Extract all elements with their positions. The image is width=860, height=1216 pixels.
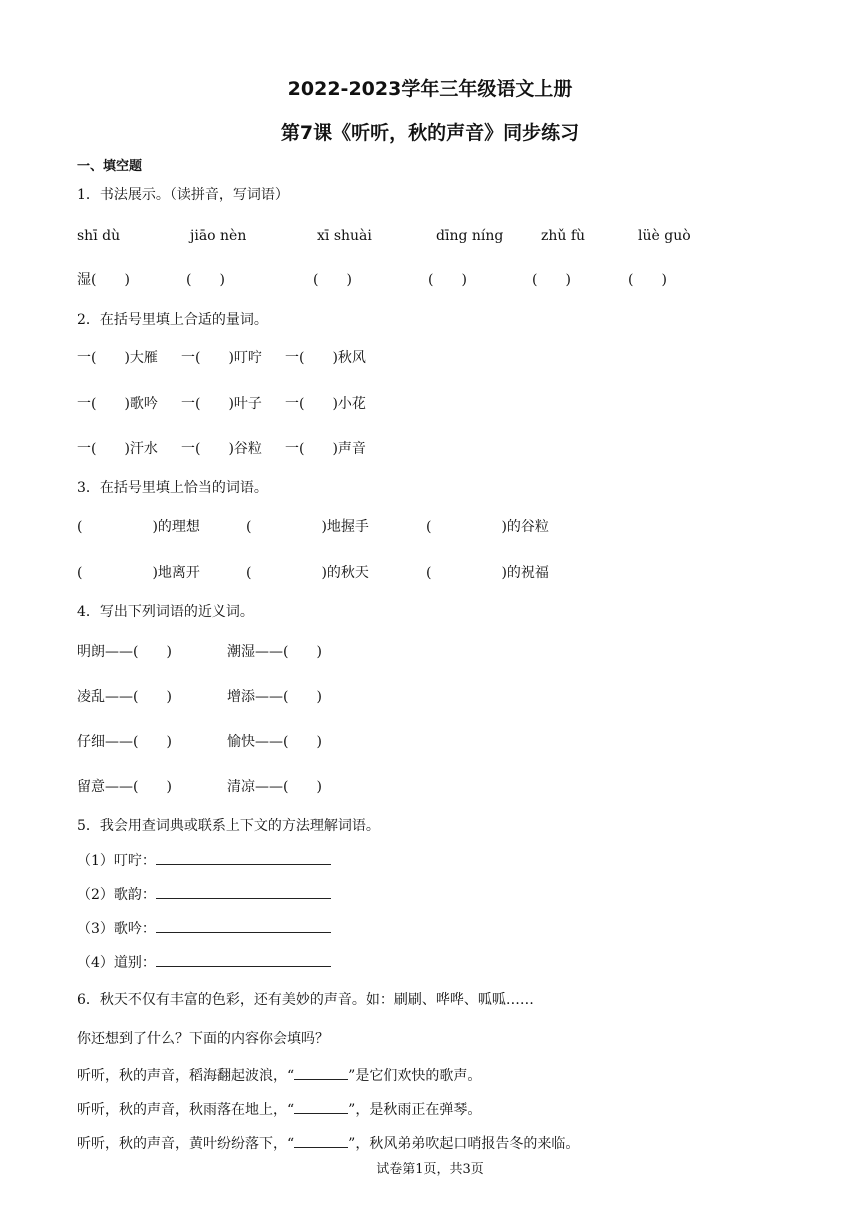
onomatopoeia-blank[interactable]	[294, 1101, 348, 1114]
page-title: 2022-2023学年三年级语文上册	[287, 78, 573, 100]
question-3-prompt: 3．在括号里填上恰当的词语。	[77, 480, 268, 496]
synonym-blank[interactable]: 增添——( )	[227, 689, 322, 705]
definition-label: （3）歌吟：	[77, 921, 156, 937]
onomatopoeia-blank[interactable]	[294, 1135, 348, 1148]
synonym-blank[interactable]: 潮湿——( )	[227, 644, 322, 660]
sentence-end: ”，秋风弟弟吹起口哨报告冬的来临。	[348, 1136, 580, 1152]
definition-item	[77, 954, 331, 970]
word-fill-blank[interactable]: ( )的理想	[77, 519, 200, 535]
word-fill-blank[interactable]: ( )的谷粒	[426, 519, 549, 535]
answer-blank[interactable]: ( )	[313, 272, 352, 288]
question-2-prompt: 2．在括号里填上合适的量词。	[77, 312, 268, 328]
sentence-start: 听听，秋的声音，秋雨落在地上，“	[77, 1102, 295, 1118]
measure-word-blank[interactable]: 一( )小花	[285, 396, 366, 412]
definition-answer-line[interactable]	[156, 852, 331, 865]
sentence-end: ”，是秋雨正在弹琴。	[348, 1102, 482, 1118]
definition-answer-line[interactable]	[156, 886, 331, 899]
page-footer: 试卷第1页，共3页	[376, 1162, 484, 1177]
onomatopoeia-line	[77, 1067, 481, 1083]
question-5-prompt: 5．我会用查词典或联系上下文的方法理解词语。	[77, 818, 380, 834]
onomatopoeia-blank[interactable]	[294, 1067, 348, 1080]
definition-answer-line[interactable]	[156, 954, 331, 967]
definition-label: （4）道别：	[77, 955, 156, 971]
answer-blank[interactable]: ( )	[532, 272, 571, 288]
pinyin-item: jiāo nèn	[190, 228, 247, 244]
synonym-blank[interactable]: 凌乱——( )	[77, 689, 172, 705]
word-fill-blank[interactable]: ( )的祝福	[426, 565, 549, 581]
measure-word-blank[interactable]: 一( )大雁	[77, 350, 158, 366]
synonym-blank[interactable]: 明朗——( )	[77, 644, 172, 660]
synonym-blank[interactable]: 清凉——( )	[227, 779, 322, 795]
definition-item	[77, 852, 331, 868]
answer-blank[interactable]: 湿( )	[77, 272, 130, 288]
measure-word-blank[interactable]: 一( )歌吟	[77, 396, 158, 412]
answer-blank[interactable]: ( )	[628, 272, 667, 288]
word-fill-blank[interactable]: ( )地离开	[77, 565, 200, 581]
pinyin-item: lüè guò	[638, 228, 691, 244]
definition-label: （1）叮咛：	[77, 853, 156, 869]
pinyin-item: shī dù	[77, 228, 121, 244]
pinyin-item: zhǔ fù	[541, 228, 586, 244]
definition-item	[77, 886, 331, 902]
word-fill-blank[interactable]: ( )的秋天	[246, 565, 369, 581]
sentence-start: 听听，秋的声音，稻海翻起波浪，“	[77, 1068, 295, 1084]
section-heading: 一、填空题	[77, 159, 143, 174]
question-6-prompt: 6．秋天不仅有丰富的色彩，还有美妙的声音。如：刷刷、哗哗、呱呱……	[77, 992, 534, 1008]
pinyin-item: dīng níng	[436, 228, 504, 244]
measure-word-blank[interactable]: 一( )声音	[285, 441, 366, 457]
word-fill-blank[interactable]: ( )地握手	[246, 519, 369, 535]
measure-word-blank[interactable]: 一( )叮咛	[181, 350, 262, 366]
definition-answer-line[interactable]	[156, 920, 331, 933]
measure-word-blank[interactable]: 一( )秋风	[285, 350, 366, 366]
definition-item	[77, 920, 331, 936]
page-subtitle: 第7课《听听，秋的声音》同步练习	[280, 122, 580, 144]
answer-blank[interactable]: ( )	[186, 272, 225, 288]
question-1-prompt: 1．书法展示。（读拼音，写词语）	[77, 187, 289, 203]
onomatopoeia-line	[77, 1135, 579, 1151]
measure-word-blank[interactable]: 一( )谷粒	[181, 441, 262, 457]
measure-word-blank[interactable]: 一( )叶子	[181, 396, 262, 412]
question-6-intro: 你还想到了什么？下面的内容你会填吗？	[77, 1031, 329, 1047]
synonym-blank[interactable]: 愉快——( )	[227, 734, 322, 750]
definition-label: （2）歌韵：	[77, 887, 156, 903]
answer-blank[interactable]: ( )	[428, 272, 467, 288]
question-4-prompt: 4．写出下列词语的近义词。	[77, 604, 254, 620]
sentence-start: 听听，秋的声音，黄叶纷纷落下，“	[77, 1136, 295, 1152]
sentence-end: ”是它们欢快的歌声。	[348, 1068, 482, 1084]
synonym-blank[interactable]: 仔细——( )	[77, 734, 172, 750]
onomatopoeia-line	[77, 1101, 481, 1117]
pinyin-item: xī shuài	[317, 228, 372, 244]
measure-word-blank[interactable]: 一( )汗水	[77, 441, 158, 457]
synonym-blank[interactable]: 留意——( )	[77, 779, 172, 795]
